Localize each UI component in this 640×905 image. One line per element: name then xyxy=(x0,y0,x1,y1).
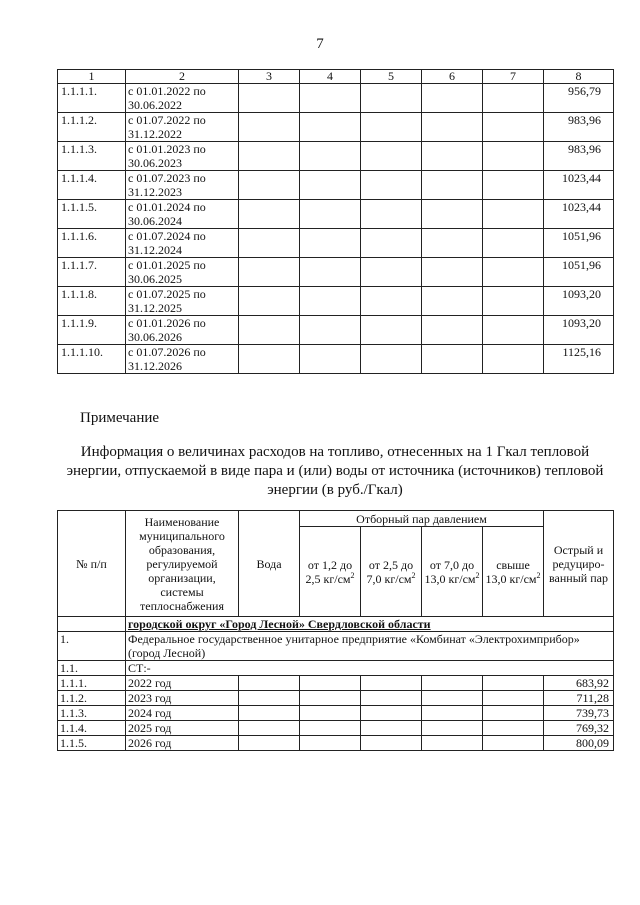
empty-cell xyxy=(300,84,361,113)
row-num: 1.1.1. xyxy=(58,676,126,691)
empty-cell xyxy=(422,736,483,751)
empty-cell xyxy=(239,691,300,706)
table-row xyxy=(58,113,614,142)
header-pressure-1: от 1,2 до 2,5 $кг/см^2$ xyxy=(300,527,361,617)
empty-cell xyxy=(239,316,300,345)
empty-cell xyxy=(422,345,483,374)
empty-cell xyxy=(422,229,483,258)
row-value: 1093,20 xyxy=(544,316,614,345)
table-row xyxy=(58,84,614,113)
empty-cell xyxy=(422,200,483,229)
row-period: с 01.01.2023 по 30.06.2023 xyxy=(126,142,239,171)
table-row xyxy=(58,691,614,706)
empty-cell xyxy=(361,200,422,229)
row-num: 1.1.1.2. xyxy=(58,113,126,142)
empty-cell xyxy=(239,721,300,736)
row-num: 1.1.1.10. xyxy=(58,345,126,374)
empty-cell xyxy=(239,200,300,229)
empty-cell xyxy=(483,721,544,736)
header-num: № п/п xyxy=(58,511,126,617)
empty-cell xyxy=(239,287,300,316)
empty-cell xyxy=(483,200,544,229)
empty-cell xyxy=(300,736,361,751)
table-row xyxy=(58,706,614,721)
empty-cell xyxy=(361,258,422,287)
empty-cell xyxy=(483,706,544,721)
row-period: с 01.01.2024 по 30.06.2024 xyxy=(126,200,239,229)
empty-cell xyxy=(300,706,361,721)
header-cell: 3 xyxy=(239,70,300,84)
empty-cell xyxy=(361,113,422,142)
header-pressure-2: от 2,5 до 7,0 $кг/см^2$ xyxy=(361,527,422,617)
row-period: с 01.07.2025 по 31.12.2025 xyxy=(126,287,239,316)
empty-cell xyxy=(361,721,422,736)
empty-cell xyxy=(483,287,544,316)
table-row xyxy=(58,345,614,374)
empty-cell xyxy=(239,113,300,142)
empty-cell xyxy=(422,316,483,345)
empty-cell xyxy=(483,258,544,287)
empty-cell xyxy=(422,258,483,287)
row-value: 769,32 xyxy=(544,721,614,736)
empty-cell xyxy=(300,287,361,316)
empty-cell xyxy=(239,736,300,751)
table-row xyxy=(58,721,614,736)
row-year: 2026 год xyxy=(126,736,239,751)
empty-cell xyxy=(239,258,300,287)
row-year: 2023 год xyxy=(126,691,239,706)
empty-cell xyxy=(361,706,422,721)
empty-cell xyxy=(300,200,361,229)
empty-cell xyxy=(239,171,300,200)
row-year: 2025 год xyxy=(126,721,239,736)
row-period: с 01.07.2022 по 31.12.2022 xyxy=(126,113,239,142)
row-num: 1.1.5. xyxy=(58,736,126,751)
empty-cell xyxy=(300,113,361,142)
empty-cell xyxy=(483,113,544,142)
page-number: 7 xyxy=(316,36,324,52)
fuel-cost-table xyxy=(57,510,614,751)
org-num: 1. xyxy=(58,632,126,661)
header-cell: 6 xyxy=(422,70,483,84)
row-value: 956,79 xyxy=(544,84,614,113)
empty-cell xyxy=(239,345,300,374)
table-row xyxy=(58,171,614,200)
empty-cell xyxy=(483,676,544,691)
row-value: 1051,96 xyxy=(544,258,614,287)
row-year: 2024 год xyxy=(126,706,239,721)
empty-cell xyxy=(361,345,422,374)
header-cell: 7 xyxy=(483,70,544,84)
header-cell: 2 xyxy=(126,70,239,84)
empty-cell xyxy=(361,287,422,316)
header-pressure-4: свыше 13,0 $кг/см^2$ xyxy=(483,527,544,617)
empty-cell xyxy=(422,142,483,171)
empty-cell xyxy=(361,676,422,691)
empty-cell xyxy=(483,736,544,751)
st-label: СТ:- xyxy=(126,661,614,676)
empty-cell xyxy=(239,84,300,113)
row-num: 1.1.1.4. xyxy=(58,171,126,200)
row-num: 1.1.2. xyxy=(58,691,126,706)
row-value: 1093,20 xyxy=(544,287,614,316)
empty-cell xyxy=(483,84,544,113)
table-row xyxy=(58,200,614,229)
empty-cell xyxy=(422,676,483,691)
row-num: 1.1.1.5. xyxy=(58,200,126,229)
st-num: 1.1. xyxy=(58,661,126,676)
row-period: с 01.07.2026 по 31.12.2026 xyxy=(126,345,239,374)
row-value: 1051,96 xyxy=(544,229,614,258)
empty-cell xyxy=(361,84,422,113)
header-water: Вода xyxy=(239,511,300,617)
row-num: 1.1.1.1. xyxy=(58,84,126,113)
empty-cell xyxy=(422,721,483,736)
empty-cell xyxy=(483,316,544,345)
empty-cell xyxy=(422,171,483,200)
empty-cell xyxy=(422,706,483,721)
empty-cell xyxy=(361,691,422,706)
row-value: 800,09 xyxy=(544,736,614,751)
header-cell: 1 xyxy=(58,70,126,84)
empty-cell xyxy=(422,691,483,706)
row-num: 1.1.1.6. xyxy=(58,229,126,258)
empty-cell xyxy=(300,258,361,287)
row-period: с 01.01.2025 по 30.06.2025 xyxy=(126,258,239,287)
empty-cell xyxy=(239,676,300,691)
header-cell: 5 xyxy=(361,70,422,84)
row-value: 683,92 xyxy=(544,676,614,691)
empty-cell xyxy=(239,706,300,721)
row-period: с 01.01.2022 по 30.06.2022 xyxy=(126,84,239,113)
empty-cell xyxy=(483,345,544,374)
empty-cell xyxy=(361,736,422,751)
empty-cell xyxy=(239,142,300,171)
header-name: Наименование муниципального образования, регулируемой организации, системы теплоснабжения xyxy=(126,511,239,617)
table-header-row xyxy=(58,70,614,84)
empty-cell xyxy=(483,142,544,171)
row-value: 983,96 xyxy=(544,142,614,171)
row-num: 1.1.1.9. xyxy=(58,316,126,345)
row-value: 739,73 xyxy=(544,706,614,721)
section-spacer xyxy=(58,617,126,632)
header-cell: 4 xyxy=(300,70,361,84)
row-period: с 01.07.2024 по 31.12.2024 xyxy=(126,229,239,258)
row-value: 1023,44 xyxy=(544,171,614,200)
empty-cell xyxy=(300,721,361,736)
table-row xyxy=(58,736,614,751)
org-name: Федеральное государственное унитарное предприятие «Комбинат «Электрохимприбор» (город Лесной) xyxy=(126,632,614,661)
empty-cell xyxy=(300,676,361,691)
table-row xyxy=(58,258,614,287)
section-title: городской округ «Город Лесной» Свердловской области xyxy=(126,617,614,632)
empty-cell xyxy=(422,287,483,316)
empty-cell xyxy=(361,171,422,200)
empty-cell xyxy=(483,229,544,258)
header-pressure-3: от 7,0 до 13,0 $кг/см^2$ xyxy=(422,527,483,617)
row-period: с 01.01.2026 по 30.06.2026 xyxy=(126,316,239,345)
note-label: Примечание xyxy=(80,410,160,426)
empty-cell xyxy=(422,113,483,142)
tariff-table xyxy=(57,69,614,374)
header-cell: 8 xyxy=(544,70,614,84)
empty-cell xyxy=(422,84,483,113)
row-value: 983,96 xyxy=(544,113,614,142)
table-row xyxy=(58,316,614,345)
empty-cell xyxy=(300,171,361,200)
row-num: 1.1.1.3. xyxy=(58,142,126,171)
empty-cell xyxy=(300,316,361,345)
row-value: 1125,16 xyxy=(544,345,614,374)
table-row xyxy=(58,229,614,258)
empty-cell xyxy=(300,142,361,171)
empty-cell xyxy=(361,316,422,345)
empty-cell xyxy=(483,171,544,200)
empty-cell xyxy=(361,142,422,171)
table-row xyxy=(58,676,614,691)
table-row xyxy=(58,142,614,171)
empty-cell xyxy=(239,229,300,258)
empty-cell xyxy=(483,691,544,706)
empty-cell xyxy=(300,345,361,374)
header-steam-group: Отборный пар давлением xyxy=(300,511,544,527)
empty-cell xyxy=(300,229,361,258)
row-num: 1.1.1.8. xyxy=(58,287,126,316)
row-num: 1.1.1.7. xyxy=(58,258,126,287)
row-value: 711,28 xyxy=(544,691,614,706)
row-num: 1.1.4. xyxy=(58,721,126,736)
header-sharp-steam: Острый и редуциро-ванный пар xyxy=(544,511,614,617)
table-row xyxy=(58,287,614,316)
info-title: Информация о величинах расходов на топливо, отнесенных на 1 Гкал тепловой энергии, отпускаемой в виде пара и (или) воды от источника (источников) тепловой энергии (в руб./Гкал) xyxy=(66,444,604,498)
row-year: 2022 год xyxy=(126,676,239,691)
row-period: с 01.07.2023 по 31.12.2023 xyxy=(126,171,239,200)
empty-cell xyxy=(300,691,361,706)
row-value: 1023,44 xyxy=(544,200,614,229)
empty-cell xyxy=(361,229,422,258)
row-num: 1.1.3. xyxy=(58,706,126,721)
